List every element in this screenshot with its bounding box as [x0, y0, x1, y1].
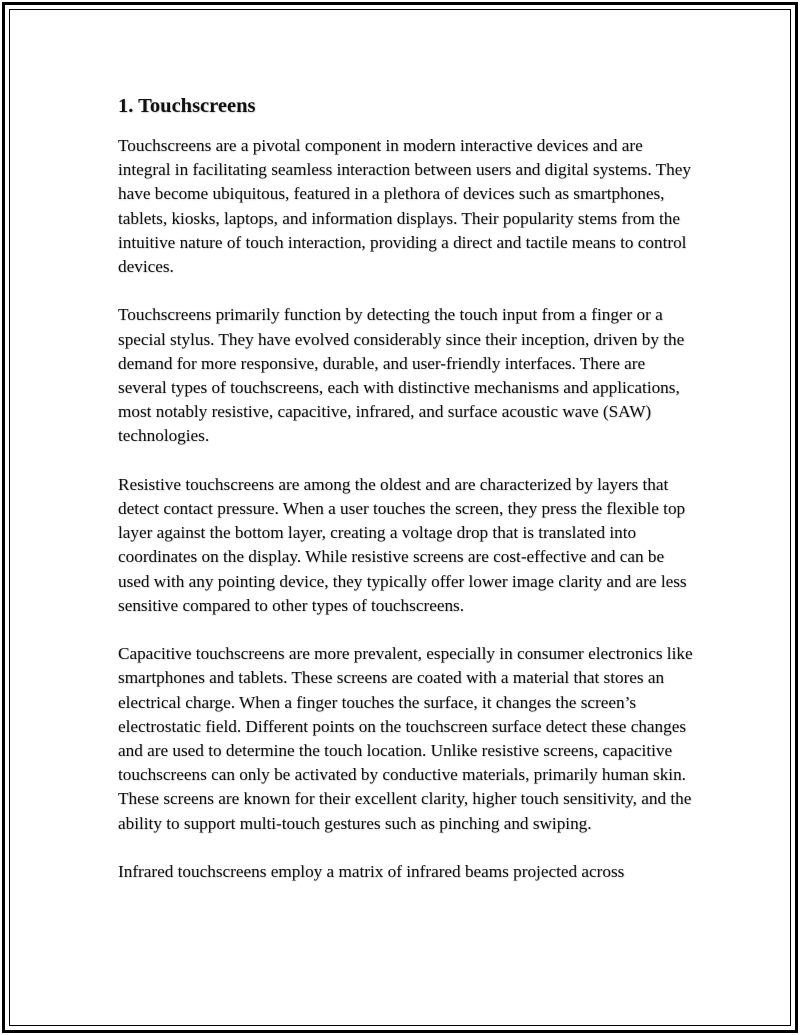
paragraph-infrared: Infrared touchscreens employ a matrix of infrared beams projected across [118, 862, 625, 882]
paragraph-intro: Touchscreens are a pivotal component in modern interactive devices and are integral in facilitating seamless interaction between users and digital systems. They have become ubiquitous, featured in a plethora of devices such as smartphones, tablets, kiosks, laptops, and information displays. Their popularity stems from the intuitive nature of touch interaction, providing a direct and tactile means to control devices. [118, 136, 691, 277]
document-body [118, 92, 693, 908]
paragraph-resistive: Resistive touchscreens are among the oldest and are characterized by layers that detect contact pressure. When a user touches the screen, they press the flexible top layer against the bottom layer, creating a voltage drop that is translated into coordinates on the display. While resistive screens are cost-effective and can be used with any pointing device, they typically offer lower image clarity and are less sensitive compared to other types of touchscreens. [118, 474, 687, 615]
section-heading: 1. Touchscreens [118, 95, 256, 117]
paragraph-capacitive: Capacitive touchscreens are more prevalent, especially in consumer electronics like smartphones and tablets. These screens are coated with a material that stores an electrical charge. When a finger touches the surface, it changes the screen’s electrostatic field. Different points on the touchscreen surface detect these changes and are used to determine the touch location. Unlike resistive screens, capacitive touchscreens can only be activated by conductive materials, primarily human skin. These screens are known for their excellent clarity, higher touch sensitivity, and the ability to support multi-touch gestures such as pinching and swiping. [118, 644, 693, 833]
paragraph-function: Touchscreens primarily function by detecting the touch input from a finger or a special stylus. They have evolved considerably since their inception, driven by the demand for more responsive, durable, and user-friendly interfaces. There are several types of touchscreens, each with distinctive mechanisms and applications, most notably resistive, capacitive, infrared, and surface acoustic wave (SAW) technologies. [118, 305, 685, 446]
